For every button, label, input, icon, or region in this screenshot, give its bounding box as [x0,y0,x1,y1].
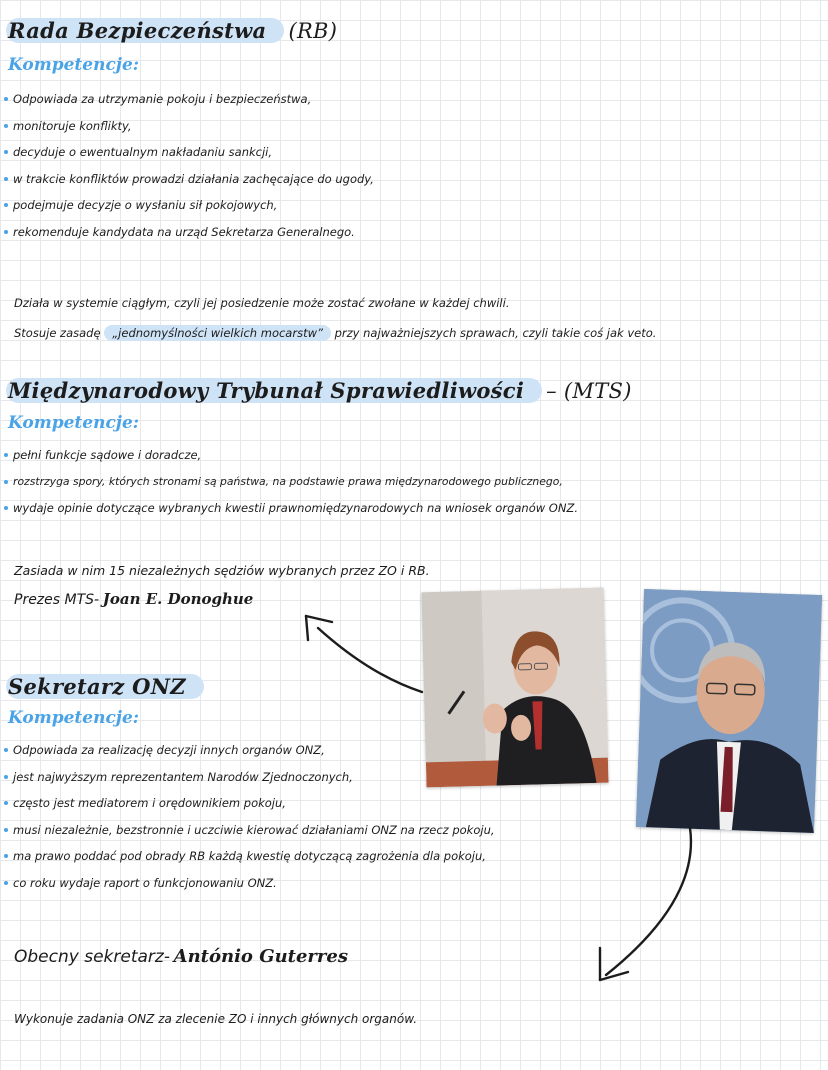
mts-title [10,378,632,403]
rb-paragraph-veto [14,326,656,340]
list-item: jest najwyższym reprezentantem Narodów Zjednoczonych, [4,764,495,791]
sek-title-text: Sekretarz ONZ [6,674,204,699]
list-item: pełni funkcje sądowe i doradcze, [4,442,578,469]
mts-title-abbr: – (MTS) [546,379,632,403]
list-item: wydaje opinie dotyczące wybranych kwestii prawnomiędzynarodowych na wniosek organów ONZ. [4,495,578,522]
list-item: rozstrzyga spory, których stronami są państwa, na podstawie prawa międzynarodowego publicznego, [4,469,578,496]
sek-current-label: Obecny sekretarz- [14,947,170,967]
photo-antonio-guterres [636,589,822,833]
mts-title-text: Międzynarodowy Trybunał Sprawiedliwości [6,378,542,403]
rb-competences-label: Kompetencje: [8,55,140,75]
sek-current-secretary [14,946,348,967]
list-item: decyduje o ewentualnym nakładaniu sankcji, [4,139,374,166]
list-item: rekomenduje kandydata na urząd Sekretarza Generalnego. [4,219,374,246]
arrow-to-current-secretary-icon [600,828,691,980]
arrow-to-mts-president-icon [306,616,422,692]
sek-paragraph-tasks: Wykonuje zadania ONZ za zlecenie ZO i innych głównych organów. [14,1012,418,1026]
sek-competences-label: Kompetencje: [8,708,140,728]
list-item: podejmuje decyzje o wysłaniu sił pokojowych, [4,192,374,219]
sek-competences-list [4,737,495,896]
mts-judges-paragraph: Zasiada w nim 15 niezależnych sędziów wybranych przez ZO i RB. [14,563,430,578]
list-item: monitoruje konflikty, [4,113,374,140]
list-item: Odpowiada za realizację decyzji innych organów ONZ, [4,737,495,764]
sek-title [10,674,204,699]
antonio-guterres-illustration [636,589,822,833]
list-item: w trakcie konfliktów prowadzi działania zachęcające do ugody, [4,166,374,193]
rb-veto-highlight: „jednomyślności wielkich mocarstw” [104,325,331,341]
rb-title-abbr: (RB) [288,19,338,43]
rb-title-text: Rada Bezpieczeństwa [6,18,284,43]
list-item: co roku wydaje raport o funkcjonowaniu ONZ. [4,870,495,897]
mts-competences-list [4,442,578,522]
list-item: często jest mediatorem i orędownikiem pokoju, [4,790,495,817]
mts-competences-label: Kompetencje: [8,413,140,433]
rb-paragraph-continuous: Działa w systemie ciągłym, czyli jej posiedzenie może zostać zwołane w każdej chwili. [14,296,510,310]
sek-current-name: António Guterres [173,946,348,967]
mts-president [14,590,253,608]
mts-president-label: Prezes MTS- [14,592,100,608]
list-item: musi niezależnie, bezstronnie i uczciwie kierować działaniami ONZ na rzecz pokoju, [4,817,495,844]
rb-competences-list [4,86,374,245]
list-item: ma prawo poddać pod obrady RB każdą kwestię dotyczącą zagrożenia dla pokoju, [4,843,495,870]
list-item: Odpowiada za utrzymanie pokoju i bezpieczeństwa, [4,86,374,113]
rb-title [10,18,337,43]
mts-president-name: Joan E. Donoghue [102,590,254,608]
rb-veto-pre: Stosuje zasadę [14,326,101,340]
rb-veto-post: przy najważniejszych sprawach, czyli takie coś jak veto. [334,326,657,340]
